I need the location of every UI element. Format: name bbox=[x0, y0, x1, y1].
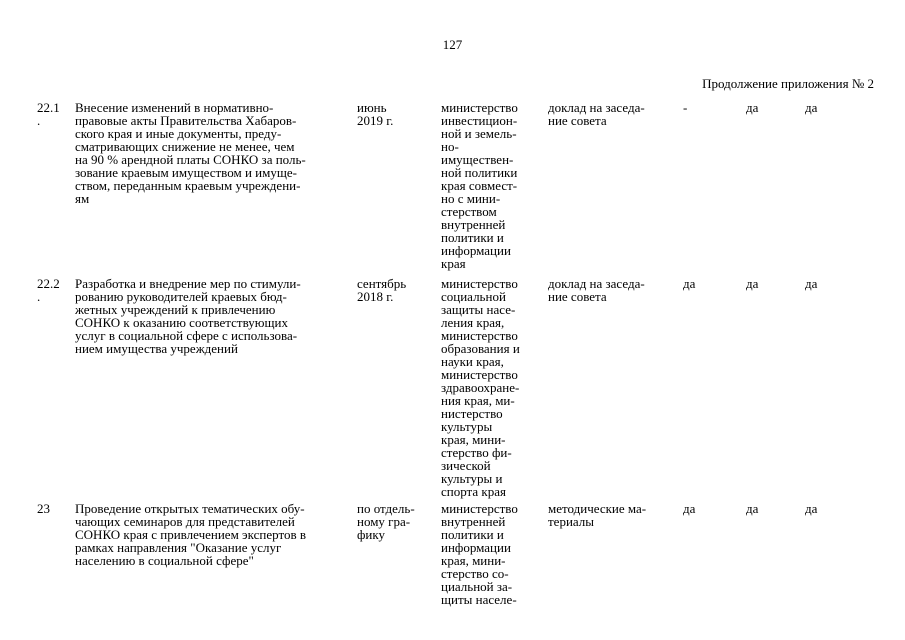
mark-1: - bbox=[683, 100, 688, 115]
row-number: 23 bbox=[37, 501, 50, 516]
task-description: Проведение открытых тематических обу- чающих семинаров для представителей СОНКО края с привлечением экспертов в рамках направления "Оказание услуг населению в социальной сфере" bbox=[75, 501, 306, 568]
mark-2: да bbox=[746, 100, 759, 115]
responsible: министерство инвестицион- ной и земель- но- имуществен- ной политики края совмест- но с мини- стерством внутренней политики и информации края bbox=[441, 100, 518, 271]
mark-3: да bbox=[805, 100, 818, 115]
mark-1: да bbox=[683, 276, 696, 291]
task-description: Разработка и внедрение мер по стимули- рованию руководителей краевых бюд- жетных учреждений к привлечению СОНКО к оказанию соответствующих услуг в социальной сфере с использова- нием имущества учреждений bbox=[75, 276, 301, 356]
due-date: по отдель- ному гра- фику bbox=[357, 501, 415, 542]
completion-form: доклад на заседа- ние совета bbox=[548, 276, 645, 304]
continuation-note: Продолжение приложения № 2 bbox=[702, 76, 874, 91]
mark-3: да bbox=[805, 501, 818, 516]
due-date: июнь 2019 г. bbox=[357, 100, 394, 128]
row-number: 22.2 . bbox=[37, 276, 60, 304]
responsible: министерство внутренней политики и информации края, мини- стерство со- циальной за- щиты населе- bbox=[441, 501, 518, 607]
page-number: 127 bbox=[442, 37, 463, 52]
task-description: Внесение изменений в нормативно- правовые акты Правительства Хабаров- ского края и иные документы, преду- сматривающих снижение не менее, чем на 90 % арендной платы СОНКО за поль- зование краевым имуществом и имуще- ством, переданным краевым учреждени- ям bbox=[75, 100, 306, 206]
mark-1: да bbox=[683, 501, 696, 516]
mark-2: да bbox=[746, 276, 759, 291]
mark-3: да bbox=[805, 276, 818, 291]
responsible: министерство социальной защиты насе- ления края, министерство образования и науки края, министерство здравоохране- ния края, ми- нистерство культуры края, мини- стерство фи- зической культуры и спорта края bbox=[441, 276, 520, 499]
mark-2: да bbox=[746, 501, 759, 516]
completion-form: методические ма- териалы bbox=[548, 501, 647, 529]
completion-form: доклад на заседа- ние совета bbox=[548, 100, 645, 128]
due-date: сентябрь 2018 г. bbox=[357, 276, 407, 304]
row-number: 22.1 . bbox=[37, 100, 60, 128]
